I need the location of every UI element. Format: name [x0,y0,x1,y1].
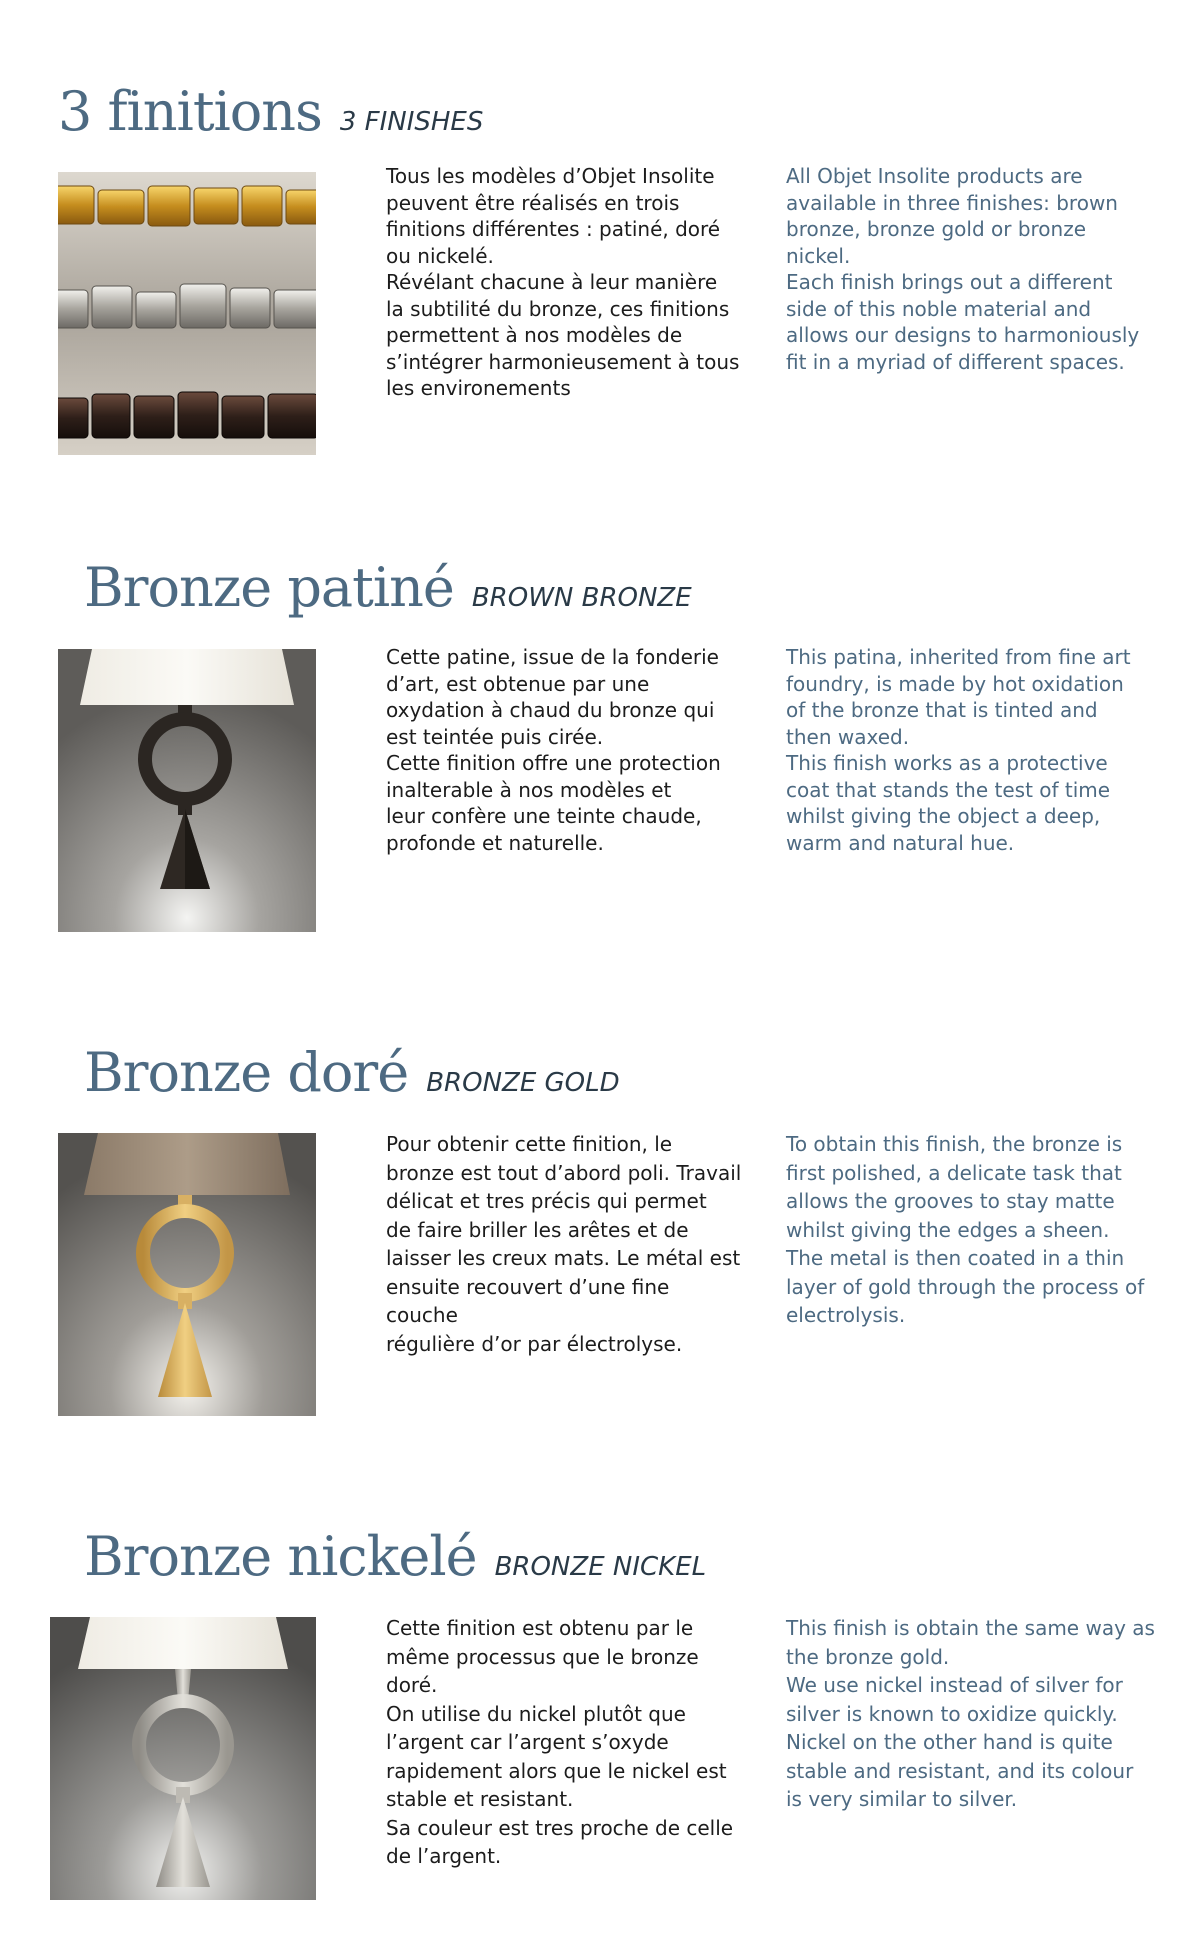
brown-bronze-english-text: This patina, inherited from fine art foundry, is made by hot oxidation of the bronze that is tinted and then waxed. This finish works as a protective coat that stands the test of time whilst giving the object a deep, warm and natural hue. [786,645,1131,855]
title-subtitle: BRONZE GOLD [426,1068,620,1098]
bronze-gold-lamp-image [58,1133,316,1416]
bronze-gold-french-text: Pour obtenir cette finition, le bronze est tout d’abord poli. Travail délicat et tres précis qui permet de faire briller les arêtes et de laisser les creux mats. Le métal est ensuite recouvert d’une fine couche régulière d’or par électrolyse. [386,1132,742,1356]
finishes-sample-image [58,172,316,455]
bronze-gold-english-text: To obtain this finish, the bronze is first polished, a delicate task that allows the grooves to stay matte whilst giving the edges a sheen. The metal is then coated in a thin layer of gold through the process of electrolysis. [786,1132,1145,1327]
bronze-nickel-lamp-image [50,1617,316,1900]
finishes-english-text: All Objet Insolite products are available in three finishes: brown bronze, bronze gold or bronze nickel. Each finish brings out a different side of this noble material and allows our designs to harmoniously fit in a myriad of different spaces. [786,164,1140,374]
title-subtitle: BROWN BRONZE [471,583,692,613]
title-text: Bronze nickelé [84,1525,477,1588]
bronze-nickel-french-text: Cette finition est obtenu par le même processus que le bronze doré. On utilise du nickel plutôt que l’argent car l’argent s’oxyde rapidement alors que le nickel est stable et resistant. Sa couleur est tres proche de celle de l’argent. [386,1616,734,1868]
finishes-french-text: Tous les modèles d’Objet Insolite peuvent être réalisés en trois finitions différentes : patiné, doré ou nickelé. Révélant chacune à leur manière la subtilité du bronze, ces finitions permettent à nos modèles de s’intégrer harmonieusement à tous les environements [386,164,740,400]
section-title-bronze-nickel [84,1525,706,1588]
title-subtitle: 3 FINISHES [339,107,484,137]
section-title-finishes [58,80,483,143]
section-title-bronze-gold [84,1041,620,1104]
brown-bronze-french-text: Cette patine, issue de la fonderie d’art, est obtenue par une oxydation à chaud du bronze qui est teintée puis cirée. Cette finition offre une protection inalterable à nos modèles et leur confère une teinte chaude, profonde et naturelle. [386,645,721,855]
title-text: 3 finitions [58,80,322,143]
title-subtitle: BRONZE NICKEL [494,1552,707,1582]
title-text: Bronze patiné [84,556,454,619]
section-title-brown-bronze [84,556,692,619]
bronze-nickel-english-text: This finish is obtain the same way as the bronze gold. We use nickel instead of silver for silver is known to oxidize quickly. Nickel on the other hand is quite stable and resistant, and its colour is very similar to silver. [786,1616,1155,1811]
brown-bronze-lamp-image [58,649,316,932]
title-text: Bronze doré [84,1041,409,1104]
